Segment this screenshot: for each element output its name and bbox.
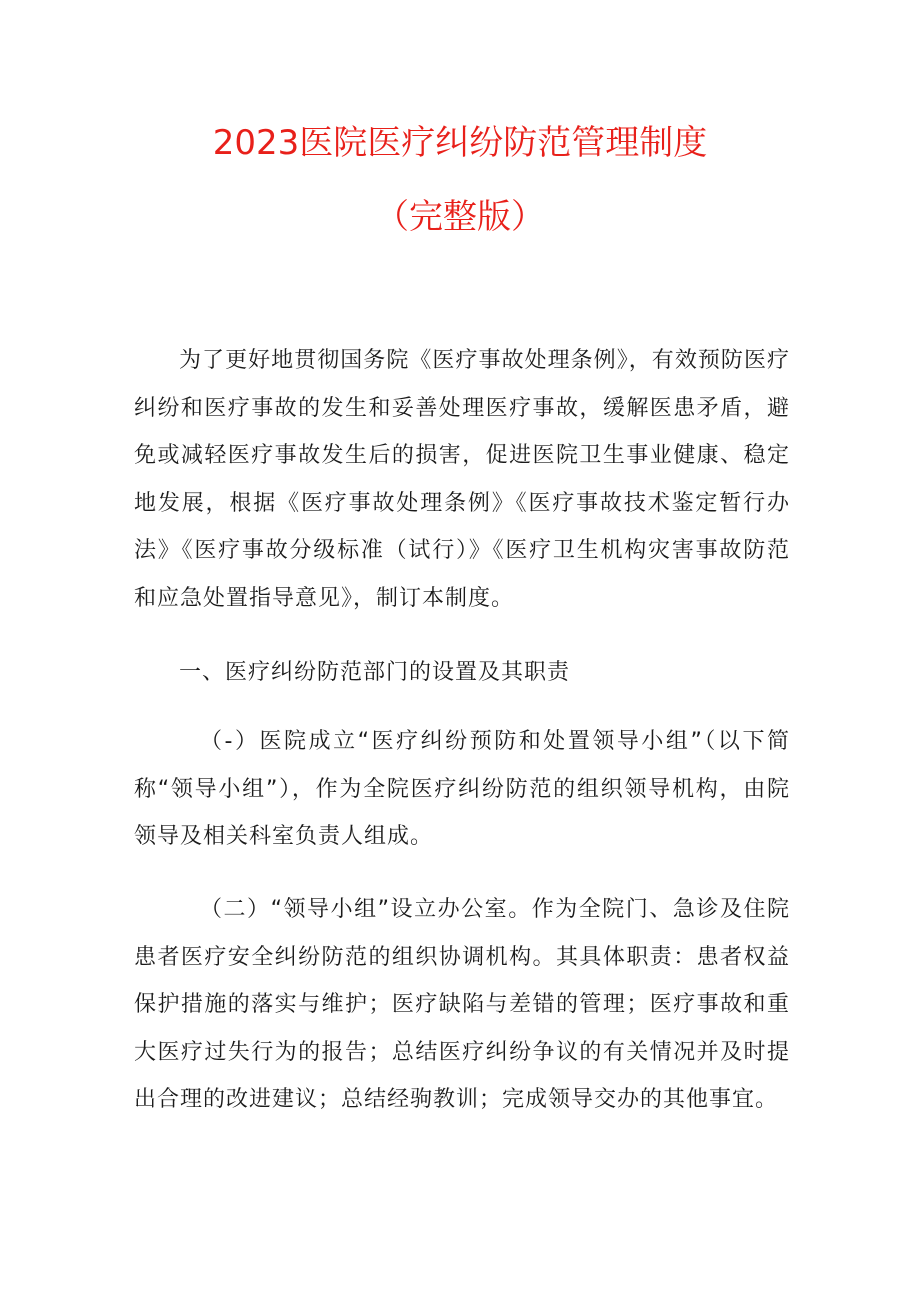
section-heading: 一、医疗纠纷防范部门的设置及其职责 (179, 660, 571, 685)
clause-paragraph-1: （-）医院成立“医疗纠纷预防和处置领导小组”（以下简称“领导小组”），作为全院医疗纠纷防范的组织领导机构，由院领导及相关科室负责人组成。 (134, 729, 790, 849)
document-title: 2023医院医疗纠纷防范管理制度 (212, 123, 708, 163)
intro-paragraph: 为了更好地贯彻国务院《医疗事故处理条例》，有效预防医疗纠纷和医疗事故的发生和妥善处理医疗事故，缓解医患矛盾，避免或减轻医疗事故发生后的损害，促进医院卫生事业健康、稳定地发展，根据《医疗事故处理条例》《医疗事故技术鉴定暂行办法》《医疗事故分级标准（试行）》《医疗卫生机构灾害事故防范和应急处置指导意见》，制订本制度。 (134, 348, 790, 611)
clause-paragraph-2: （二）“领导小组”设立办公室。作为全院门、急诊及住院患者医疗安全纠纷防范的组织协调机构。其具体职责：患者权益保护措施的落实与维护；医疗缺陷与差错的管理；医疗事故和重大医疗过失行为的报告；总结医疗纠纷争议的有关情况并及时提出合理的改进建议；总结经驹教训；完成领导交办的其他事宜。 (134, 897, 790, 1112)
document-subtitle: （完整版） (375, 197, 545, 237)
